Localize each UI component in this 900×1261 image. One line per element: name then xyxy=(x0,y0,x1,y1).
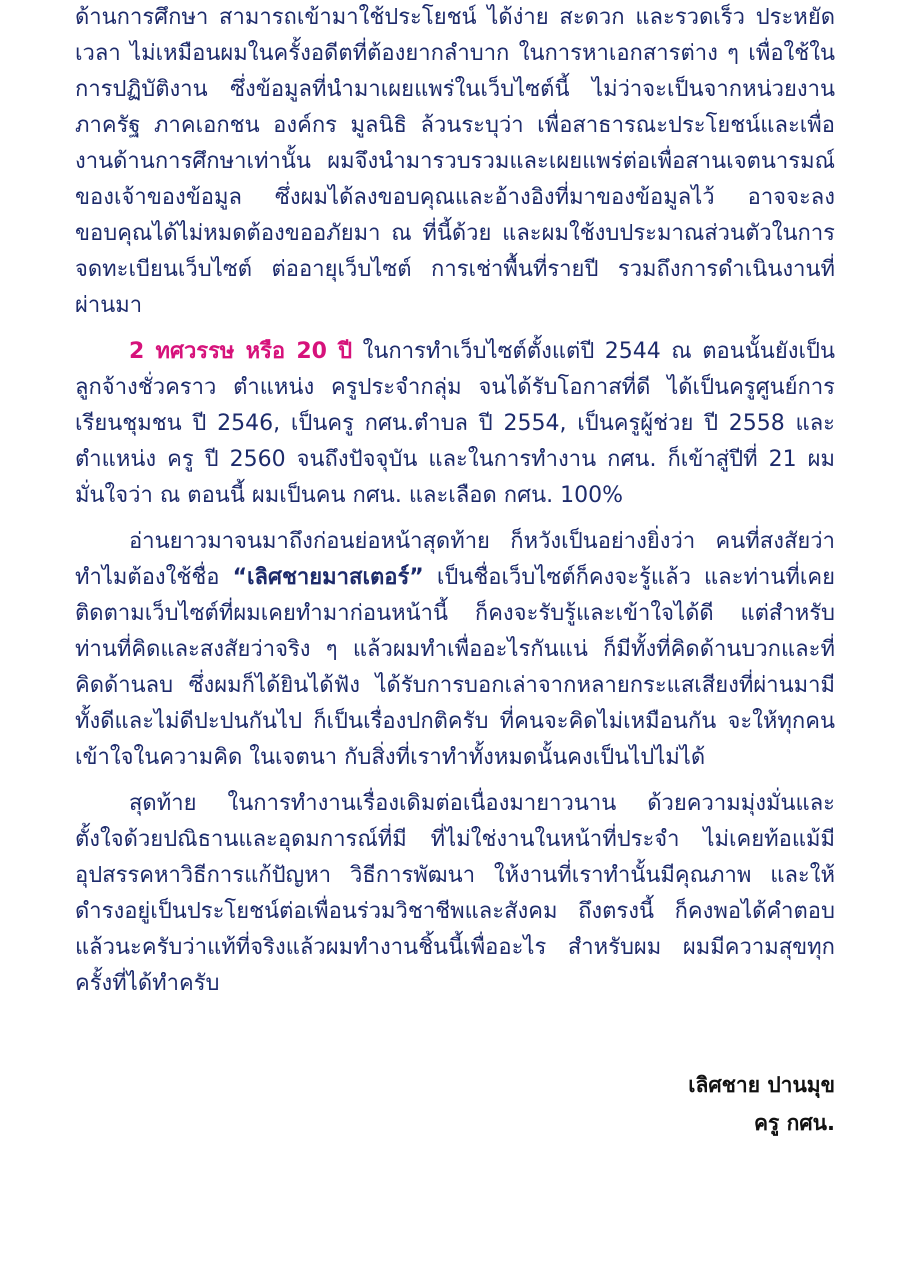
paragraph-website-purpose: ด้านการศึกษา สามารถเข้ามาใช้ประโยชน์ ได้ง่าย สะดวก และรวดเร็ว ประหยัดเวลา ไม่เหมือนผมในครั้งอดีตที่ต้องยากลำบาก ในการหาเอกสารต่าง ๆ เพื่อใช้ในการปฏิบัติงาน ซึ่งข้อมูลที่นำมาเผยแพร่ในเว็บไซต์นี้ ไม่ว่าจะเป็นจากหน่วยงานภาครัฐ ภาคเอกชน องค์กร มูลนิธิ ล้วนระบุว่า เพื่อสาธารณะประโยชน์และเพื่องานด้านการศึกษาเท่านั้น ผมจึงนำมารวบรวมและเผยแพร่ต่อเพื่อสานเจตนารมณ์ของเจ้าของข้อมูล ซึ่งผมได้ลงขอบคุณและอ้างอิงที่มาของข้อมูลไว้ อาจจะลงขอบคุณได้ไม่หมดต้องขออภัยมา ณ ที่นี้ด้วย และผมใช้งบประมาณส่วนตัวในการจดทะเบียนเว็บไซต์ ต่ออายุเว็บไซต์ การเช่าพื้นที่รายปี รวมถึงการดำเนินงานที่ผ่านมา xyxy=(75,5,835,318)
highlight-two-decades: 2 ทศวรรษ หรือ 20 ปี xyxy=(129,339,353,364)
paragraph-website-name xyxy=(75,524,835,776)
signature-name: เลิศชาย ปานมุข xyxy=(688,1073,835,1097)
paragraph-website-name-text: เป็นชื่อเว็บไซต์ก็คงจะรู้แล้ว และท่านที่เคยติดตามเว็บไซต์ที่ผมเคยทำมาก่อนหน้านี้ ก็คงจะรับรู้และเข้าใจได้ดี แต่สำหรับท่านที่คิดและสงสัยว่าจริง ๆ แล้วผมทำเพื่ออะไรกันแน่ ก็มีทั้งที่คิดด้านบวกและที่คิดด้านลบ ซึ่งผมก็ได้ยินได้ฟัง ได้รับการบอกเล่าจากหลายกระแสเสียงที่ผ่านมามีทั้งดีและไม่ดีปะปนกันไป ก็เป็นเรื่องปกติครับ ที่คนจะคิดไม่เหมือนกัน จะให้ทุกคนเข้าใจในความคิด ในเจตนา กับสิ่งที่เราทำทั้งหมดนั้นคงเป็นไปไม่ได้ xyxy=(75,565,835,770)
website-name-quote: “เลิศชายมาสเตอร์” xyxy=(232,565,424,590)
letter-body xyxy=(75,0,835,1012)
paragraph-website-name-intro: อ่านยาวมาจนมาถึงก่อนย่อหน้าสุดท้าย ก็หวังเป็นอย่างยิ่งว่า คนที่สงสัยว่าทำไมต้องใช้ชื่อ xyxy=(75,529,835,590)
paragraph-conclusion: สุดท้าย ในการทำงานเรื่องเดิมต่อเนื่องมายาวนาน ด้วยความมุ่งมั่นและตั้งใจด้วยปณิธานและอุดมการณ์ที่มี ที่ไม่ใช่งานในหน้าที่ประจำ ไม่เคยท้อแม้มีอุปสรรคหาวิธีการแก้ปัญหา วิธีการพัฒนา ให้งานที่เราทำนั้นมีคุณภาพ และให้ดำรงอยู่เป็นประโยชน์ต่อเพื่อนร่วมวิชาชีพและสังคม ถึงตรงนี้ ก็คงพอได้คำตอบแล้วนะครับว่าแท้ที่จริงแล้วผมทำงานชิ้นนี้เพื่ออะไร สำหรับผม ผมมีความสุขทุกครั้งที่ได้ทำครับ xyxy=(75,791,835,996)
signature-block xyxy=(688,1066,835,1142)
paragraph-career-history xyxy=(75,334,835,514)
paragraph-career-history-text: ในการทำเว็บไซต์ตั้งแต่ปี 2544 ณ ตอนนั้นยังเป็นลูกจ้างชั่วคราว ตำแหน่ง ครูประจำกลุ่ม จนได้รับโอกาสที่ดี ได้เป็นครูศูนย์การเรียนชุมชน ปี 2546, เป็นครู กศน.ตำบล ปี 2554, เป็นครูผู้ช่วย ปี 2558 และตำแหน่ง ครู ปี 2560 จนถึงปัจจุบัน และในการทำงาน กศน. ก็เข้าสู่ปีที่ 21 ผมมั่นใจว่า ณ ตอนนี้ ผมเป็นคน กศน. และเลือด กศน. 100% xyxy=(75,339,835,508)
signature-title: ครู กศน. xyxy=(753,1111,835,1135)
